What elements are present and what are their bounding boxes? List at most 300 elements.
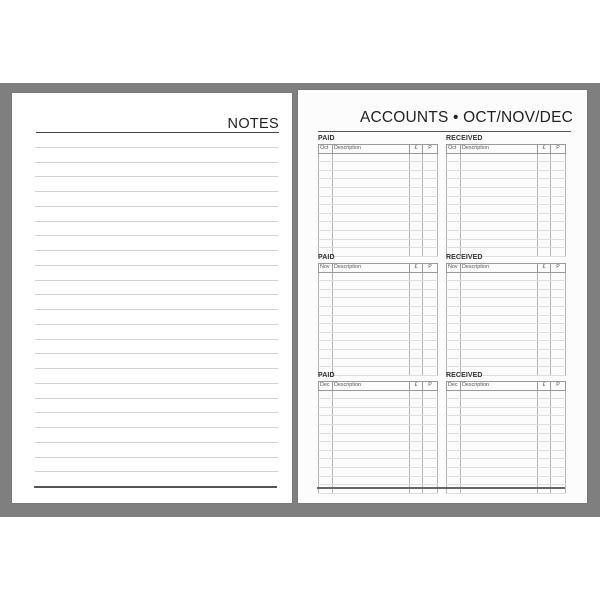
- pence-cell[interactable]: [551, 179, 566, 188]
- date-cell[interactable]: [447, 289, 461, 298]
- date-cell[interactable]: [447, 332, 461, 341]
- date-cell[interactable]: [319, 222, 333, 231]
- date-cell[interactable]: [319, 332, 333, 341]
- pounds-cell[interactable]: [538, 289, 551, 298]
- date-cell[interactable]: [447, 298, 461, 307]
- date-cell[interactable]: [319, 341, 333, 350]
- description-cell[interactable]: [333, 222, 410, 231]
- pounds-cell[interactable]: [410, 187, 423, 196]
- notes-ruled-line[interactable]: [35, 176, 278, 177]
- notes-ruled-line[interactable]: [35, 294, 278, 295]
- pounds-cell[interactable]: [410, 281, 423, 290]
- pence-cell[interactable]: [551, 324, 566, 333]
- description-cell[interactable]: [333, 416, 410, 425]
- date-cell[interactable]: [319, 485, 333, 494]
- pounds-cell[interactable]: [410, 476, 423, 485]
- pence-cell[interactable]: [551, 222, 566, 231]
- pence-cell[interactable]: [423, 205, 438, 214]
- pence-cell[interactable]: [551, 281, 566, 290]
- notes-ruled-line[interactable]: [35, 235, 278, 236]
- pence-cell[interactable]: [551, 459, 566, 468]
- description-cell[interactable]: [461, 196, 538, 205]
- pence-cell[interactable]: [551, 187, 566, 196]
- pence-cell[interactable]: [423, 442, 438, 451]
- description-cell[interactable]: [461, 230, 538, 239]
- pence-cell[interactable]: [423, 298, 438, 307]
- notes-ruled-line[interactable]: [35, 442, 278, 443]
- pence-cell[interactable]: [423, 433, 438, 442]
- pounds-cell[interactable]: [410, 222, 423, 231]
- date-cell[interactable]: [447, 170, 461, 179]
- description-cell[interactable]: [333, 213, 410, 222]
- notes-ruled-line[interactable]: [35, 368, 278, 369]
- date-cell[interactable]: [319, 416, 333, 425]
- description-cell[interactable]: [461, 272, 538, 281]
- description-cell[interactable]: [333, 306, 410, 315]
- pounds-cell[interactable]: [538, 467, 551, 476]
- pounds-cell[interactable]: [538, 187, 551, 196]
- pounds-cell[interactable]: [410, 399, 423, 408]
- pounds-cell[interactable]: [410, 306, 423, 315]
- pounds-cell[interactable]: [538, 332, 551, 341]
- pounds-cell[interactable]: [538, 272, 551, 281]
- pence-cell[interactable]: [551, 485, 566, 494]
- pence-cell[interactable]: [551, 442, 566, 451]
- date-cell[interactable]: [447, 407, 461, 416]
- date-cell[interactable]: [319, 179, 333, 188]
- description-cell[interactable]: [333, 433, 410, 442]
- date-cell[interactable]: [447, 485, 461, 494]
- pounds-cell[interactable]: [538, 239, 551, 248]
- description-cell[interactable]: [461, 407, 538, 416]
- pounds-cell[interactable]: [410, 467, 423, 476]
- date-cell[interactable]: [319, 407, 333, 416]
- pence-cell[interactable]: [423, 349, 438, 358]
- pence-cell[interactable]: [423, 170, 438, 179]
- pence-cell[interactable]: [551, 289, 566, 298]
- notes-ruled-line[interactable]: [35, 280, 278, 281]
- description-cell[interactable]: [333, 162, 410, 171]
- date-cell[interactable]: [319, 187, 333, 196]
- description-cell[interactable]: [461, 298, 538, 307]
- description-cell[interactable]: [461, 459, 538, 468]
- date-cell[interactable]: [319, 459, 333, 468]
- description-cell[interactable]: [461, 239, 538, 248]
- pounds-cell[interactable]: [538, 298, 551, 307]
- pounds-cell[interactable]: [538, 476, 551, 485]
- date-cell[interactable]: [447, 459, 461, 468]
- description-cell[interactable]: [461, 416, 538, 425]
- description-cell[interactable]: [461, 153, 538, 162]
- pence-cell[interactable]: [423, 341, 438, 350]
- pounds-cell[interactable]: [410, 450, 423, 459]
- notes-ruled-line[interactable]: [35, 147, 278, 148]
- pounds-cell[interactable]: [410, 416, 423, 425]
- date-cell[interactable]: [447, 324, 461, 333]
- pounds-cell[interactable]: [410, 272, 423, 281]
- pence-cell[interactable]: [423, 230, 438, 239]
- description-cell[interactable]: [333, 349, 410, 358]
- pounds-cell[interactable]: [538, 315, 551, 324]
- pounds-cell[interactable]: [410, 239, 423, 248]
- pence-cell[interactable]: [423, 213, 438, 222]
- description-cell[interactable]: [333, 332, 410, 341]
- date-cell[interactable]: [319, 450, 333, 459]
- description-cell[interactable]: [461, 424, 538, 433]
- description-cell[interactable]: [461, 205, 538, 214]
- date-cell[interactable]: [447, 179, 461, 188]
- pounds-cell[interactable]: [538, 196, 551, 205]
- date-cell[interactable]: [319, 476, 333, 485]
- pounds-cell[interactable]: [538, 222, 551, 231]
- date-cell[interactable]: [319, 390, 333, 399]
- notes-ruled-line[interactable]: [35, 383, 278, 384]
- pounds-cell[interactable]: [538, 170, 551, 179]
- description-cell[interactable]: [461, 485, 538, 494]
- date-cell[interactable]: [319, 289, 333, 298]
- notes-ruled-line[interactable]: [35, 191, 278, 192]
- date-cell[interactable]: [319, 272, 333, 281]
- description-cell[interactable]: [333, 442, 410, 451]
- date-cell[interactable]: [319, 399, 333, 408]
- description-cell[interactable]: [461, 281, 538, 290]
- date-cell[interactable]: [447, 433, 461, 442]
- description-cell[interactable]: [333, 399, 410, 408]
- date-cell[interactable]: [319, 162, 333, 171]
- notes-ruled-line[interactable]: [35, 427, 278, 428]
- pence-cell[interactable]: [423, 315, 438, 324]
- notes-ruled-line[interactable]: [35, 265, 278, 266]
- notes-ruled-line[interactable]: [35, 250, 278, 251]
- pounds-cell[interactable]: [538, 341, 551, 350]
- date-cell[interactable]: [447, 205, 461, 214]
- pence-cell[interactable]: [423, 467, 438, 476]
- pence-cell[interactable]: [423, 239, 438, 248]
- description-cell[interactable]: [461, 332, 538, 341]
- notes-ruled-line[interactable]: [35, 324, 278, 325]
- pounds-cell[interactable]: [410, 424, 423, 433]
- notes-ruled-line[interactable]: [35, 339, 278, 340]
- description-cell[interactable]: [333, 341, 410, 350]
- description-cell[interactable]: [461, 315, 538, 324]
- date-cell[interactable]: [447, 349, 461, 358]
- description-cell[interactable]: [461, 349, 538, 358]
- pence-cell[interactable]: [551, 349, 566, 358]
- description-cell[interactable]: [461, 390, 538, 399]
- pence-cell[interactable]: [423, 416, 438, 425]
- pence-cell[interactable]: [423, 187, 438, 196]
- ledger-row: [447, 358, 566, 367]
- date-cell[interactable]: [447, 390, 461, 399]
- date-cell[interactable]: [319, 196, 333, 205]
- pounds-cell[interactable]: [538, 407, 551, 416]
- pounds-cell[interactable]: [538, 230, 551, 239]
- date-cell[interactable]: [447, 281, 461, 290]
- date-cell[interactable]: [447, 153, 461, 162]
- pounds-cell[interactable]: [538, 424, 551, 433]
- date-cell[interactable]: [319, 315, 333, 324]
- pence-cell[interactable]: [551, 213, 566, 222]
- pence-cell[interactable]: [551, 196, 566, 205]
- description-cell[interactable]: [333, 424, 410, 433]
- pounds-cell[interactable]: [410, 332, 423, 341]
- pounds-cell[interactable]: [538, 416, 551, 425]
- pounds-cell[interactable]: [538, 153, 551, 162]
- date-cell[interactable]: [447, 187, 461, 196]
- pence-cell[interactable]: [423, 289, 438, 298]
- pounds-cell[interactable]: [538, 162, 551, 171]
- description-cell[interactable]: [461, 476, 538, 485]
- pence-cell[interactable]: [551, 390, 566, 399]
- pounds-cell[interactable]: [410, 298, 423, 307]
- pence-cell[interactable]: [423, 306, 438, 315]
- pence-cell[interactable]: [551, 153, 566, 162]
- description-cell[interactable]: [333, 289, 410, 298]
- pence-cell[interactable]: [423, 390, 438, 399]
- pounds-cell[interactable]: [410, 153, 423, 162]
- pounds-cell[interactable]: [410, 205, 423, 214]
- notes-ruled-line[interactable]: [35, 457, 278, 458]
- pence-cell[interactable]: [551, 315, 566, 324]
- pounds-cell[interactable]: [410, 433, 423, 442]
- pence-cell[interactable]: [423, 399, 438, 408]
- date-cell[interactable]: [319, 239, 333, 248]
- pounds-cell[interactable]: [410, 179, 423, 188]
- description-cell[interactable]: [333, 358, 410, 367]
- date-cell[interactable]: [319, 358, 333, 367]
- description-cell[interactable]: [461, 358, 538, 367]
- date-cell[interactable]: [319, 324, 333, 333]
- pence-cell[interactable]: [551, 162, 566, 171]
- description-cell[interactable]: [333, 315, 410, 324]
- description-cell[interactable]: [333, 407, 410, 416]
- pounds-cell[interactable]: [410, 162, 423, 171]
- pounds-cell[interactable]: [410, 407, 423, 416]
- pence-cell[interactable]: [551, 467, 566, 476]
- date-cell[interactable]: [447, 467, 461, 476]
- pence-cell[interactable]: [551, 230, 566, 239]
- pounds-cell[interactable]: [410, 213, 423, 222]
- description-cell[interactable]: [461, 399, 538, 408]
- pence-cell[interactable]: [551, 416, 566, 425]
- pence-cell[interactable]: [551, 332, 566, 341]
- pounds-cell[interactable]: [538, 485, 551, 494]
- pounds-cell[interactable]: [538, 399, 551, 408]
- date-cell[interactable]: [319, 298, 333, 307]
- pence-cell[interactable]: [423, 485, 438, 494]
- pence-cell[interactable]: [423, 162, 438, 171]
- date-cell[interactable]: [447, 239, 461, 248]
- pence-cell[interactable]: [551, 239, 566, 248]
- pence-cell[interactable]: [551, 450, 566, 459]
- description-cell[interactable]: [333, 205, 410, 214]
- pounds-cell[interactable]: [538, 442, 551, 451]
- pence-cell[interactable]: [551, 205, 566, 214]
- notes-ruled-line[interactable]: [35, 353, 278, 354]
- date-cell[interactable]: [319, 213, 333, 222]
- description-cell[interactable]: [333, 476, 410, 485]
- date-cell[interactable]: [447, 222, 461, 231]
- date-cell[interactable]: [447, 424, 461, 433]
- pence-cell[interactable]: [423, 459, 438, 468]
- description-cell[interactable]: [333, 485, 410, 494]
- description-cell[interactable]: [461, 450, 538, 459]
- notes-ruled-line[interactable]: [35, 398, 278, 399]
- description-cell[interactable]: [333, 324, 410, 333]
- date-cell[interactable]: [319, 467, 333, 476]
- pounds-cell[interactable]: [538, 358, 551, 367]
- description-cell[interactable]: [461, 179, 538, 188]
- pounds-cell[interactable]: [538, 306, 551, 315]
- notes-ruled-line[interactable]: [35, 412, 278, 413]
- pounds-cell[interactable]: [538, 433, 551, 442]
- pounds-cell[interactable]: [538, 281, 551, 290]
- description-cell[interactable]: [461, 341, 538, 350]
- description-cell[interactable]: [333, 187, 410, 196]
- received-label: RECEIVED: [446, 254, 483, 261]
- description-cell[interactable]: [461, 433, 538, 442]
- date-cell[interactable]: [319, 170, 333, 179]
- date-cell[interactable]: [319, 306, 333, 315]
- description-cell[interactable]: [333, 230, 410, 239]
- pounds-cell[interactable]: [538, 349, 551, 358]
- date-cell[interactable]: [447, 341, 461, 350]
- pounds-column-header: £: [538, 264, 551, 273]
- pence-cell[interactable]: [423, 324, 438, 333]
- pence-cell[interactable]: [551, 399, 566, 408]
- notes-ruled-line[interactable]: [35, 206, 278, 207]
- description-cell[interactable]: [333, 153, 410, 162]
- date-cell[interactable]: [447, 306, 461, 315]
- date-cell[interactable]: [319, 230, 333, 239]
- ledger-row: [447, 289, 566, 298]
- pence-cell[interactable]: [551, 170, 566, 179]
- pence-cell[interactable]: [551, 358, 566, 367]
- pence-cell[interactable]: [551, 424, 566, 433]
- pounds-cell[interactable]: [538, 179, 551, 188]
- pounds-cell[interactable]: [538, 324, 551, 333]
- pounds-cell[interactable]: [410, 315, 423, 324]
- description-cell[interactable]: [461, 213, 538, 222]
- description-cell[interactable]: [461, 170, 538, 179]
- description-cell[interactable]: [333, 298, 410, 307]
- description-cell[interactable]: [333, 450, 410, 459]
- pounds-cell[interactable]: [410, 341, 423, 350]
- date-cell[interactable]: [319, 153, 333, 162]
- description-cell[interactable]: [461, 187, 538, 196]
- description-cell[interactable]: [333, 390, 410, 399]
- pounds-cell[interactable]: [410, 485, 423, 494]
- pounds-cell[interactable]: [410, 358, 423, 367]
- description-cell[interactable]: [461, 222, 538, 231]
- pence-cell[interactable]: [551, 433, 566, 442]
- date-cell[interactable]: [319, 442, 333, 451]
- date-cell[interactable]: [319, 281, 333, 290]
- description-cell[interactable]: [461, 289, 538, 298]
- pence-cell[interactable]: [423, 450, 438, 459]
- date-cell[interactable]: [447, 358, 461, 367]
- description-cell[interactable]: [461, 306, 538, 315]
- pence-cell[interactable]: [423, 179, 438, 188]
- pounds-cell[interactable]: [410, 442, 423, 451]
- notes-ruled-line[interactable]: [35, 162, 278, 163]
- description-cell[interactable]: [333, 179, 410, 188]
- description-cell[interactable]: [461, 162, 538, 171]
- description-cell[interactable]: [461, 467, 538, 476]
- description-cell[interactable]: [333, 459, 410, 468]
- pounds-cell[interactable]: [410, 349, 423, 358]
- pence-cell[interactable]: [423, 407, 438, 416]
- date-cell[interactable]: [447, 230, 461, 239]
- pence-cell[interactable]: [551, 407, 566, 416]
- date-cell[interactable]: [447, 162, 461, 171]
- date-cell[interactable]: [447, 399, 461, 408]
- pence-cell[interactable]: [423, 281, 438, 290]
- date-cell[interactable]: [447, 442, 461, 451]
- date-cell[interactable]: [319, 205, 333, 214]
- pounds-cell[interactable]: [538, 459, 551, 468]
- pence-cell[interactable]: [423, 153, 438, 162]
- pounds-cell[interactable]: [538, 205, 551, 214]
- description-cell[interactable]: [333, 196, 410, 205]
- description-cell[interactable]: [333, 170, 410, 179]
- pence-cell[interactable]: [551, 272, 566, 281]
- notes-ruled-line[interactable]: [35, 471, 278, 472]
- pounds-cell[interactable]: [410, 459, 423, 468]
- pounds-cell[interactable]: [538, 450, 551, 459]
- pence-cell[interactable]: [423, 332, 438, 341]
- date-cell[interactable]: [447, 315, 461, 324]
- pence-cell[interactable]: [551, 476, 566, 485]
- date-cell[interactable]: [319, 349, 333, 358]
- pounds-cell[interactable]: [410, 196, 423, 205]
- description-cell[interactable]: [333, 281, 410, 290]
- pence-cell[interactable]: [551, 306, 566, 315]
- date-cell[interactable]: [447, 450, 461, 459]
- date-cell[interactable]: [447, 272, 461, 281]
- pounds-cell[interactable]: [410, 324, 423, 333]
- notes-ruled-line[interactable]: [35, 221, 278, 222]
- pounds-cell[interactable]: [410, 390, 423, 399]
- date-cell[interactable]: [447, 196, 461, 205]
- pence-cell[interactable]: [423, 424, 438, 433]
- pence-cell[interactable]: [423, 476, 438, 485]
- pence-cell[interactable]: [551, 298, 566, 307]
- date-cell[interactable]: [447, 213, 461, 222]
- description-cell[interactable]: [333, 239, 410, 248]
- description-cell[interactable]: [333, 272, 410, 281]
- description-cell[interactable]: [333, 467, 410, 476]
- pounds-cell[interactable]: [538, 213, 551, 222]
- date-cell[interactable]: [319, 433, 333, 442]
- date-cell[interactable]: [319, 424, 333, 433]
- pounds-cell[interactable]: [538, 390, 551, 399]
- month-column-header: Oct: [319, 145, 333, 154]
- pounds-cell[interactable]: [410, 289, 423, 298]
- pence-cell[interactable]: [423, 358, 438, 367]
- pence-cell[interactable]: [551, 341, 566, 350]
- description-cell[interactable]: [461, 324, 538, 333]
- pence-cell[interactable]: [423, 222, 438, 231]
- pounds-cell[interactable]: [410, 170, 423, 179]
- date-cell[interactable]: [447, 416, 461, 425]
- description-cell[interactable]: [461, 442, 538, 451]
- pence-cell[interactable]: [423, 196, 438, 205]
- pounds-cell[interactable]: [410, 230, 423, 239]
- notes-ruled-line[interactable]: [35, 309, 278, 310]
- pence-cell[interactable]: [423, 272, 438, 281]
- date-cell[interactable]: [447, 476, 461, 485]
